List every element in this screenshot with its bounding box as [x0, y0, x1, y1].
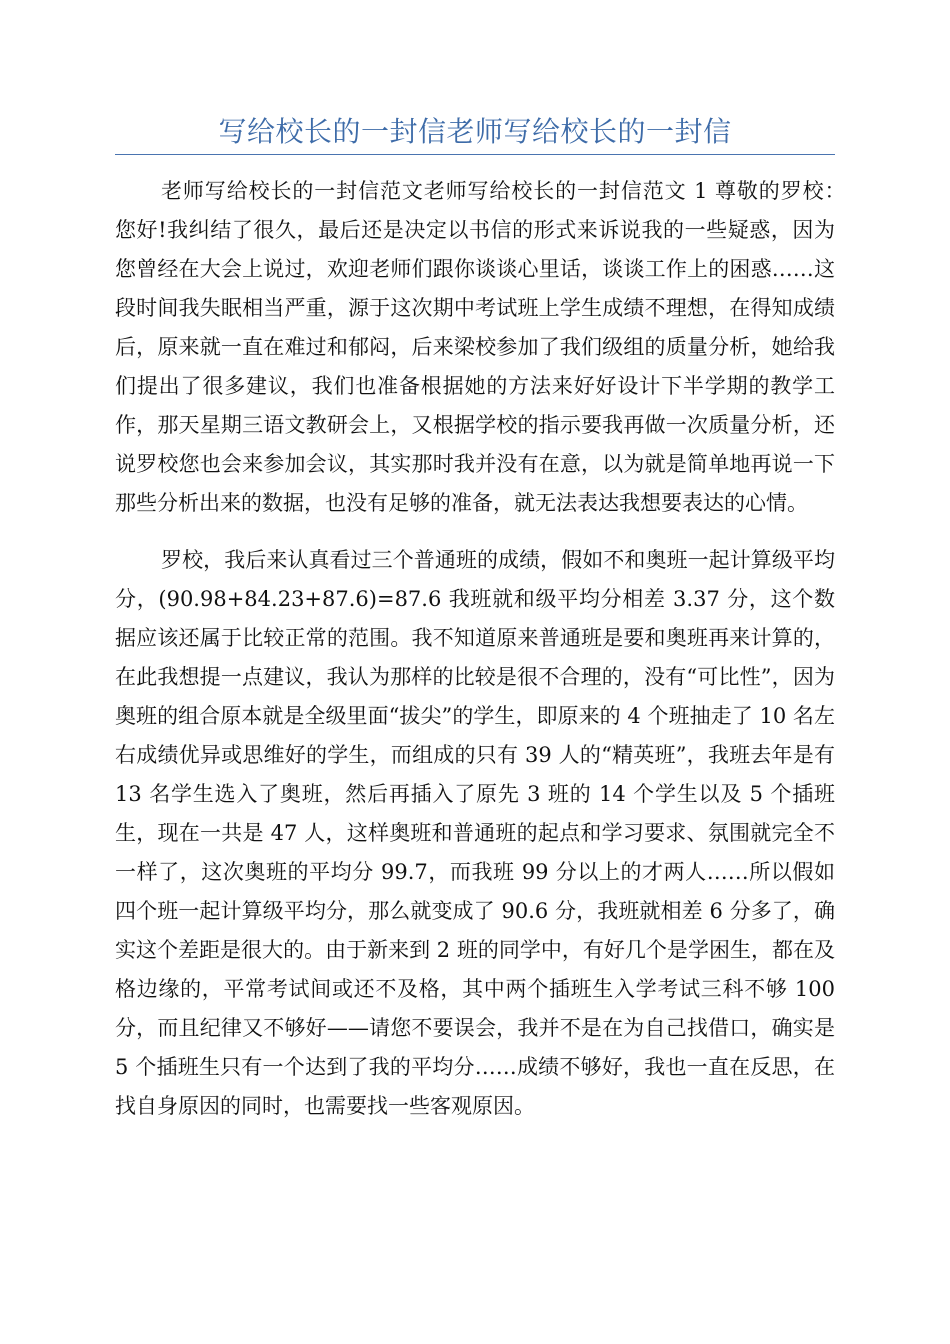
document-title: 写给校长的一封信老师写给校长的一封信	[218, 115, 732, 148]
paragraph-1: 老师写给校长的一封信范文老师写给校长的一封信范文 1 尊敬的罗校： 您好!我纠结了很久，最后还是决定以书信的形式来诉说我的一些疑惑，因为您曾经在大会上说过，欢迎老师们跟你谈谈心里话，谈谈工作上的困惑……这段时间我失眠相当严重，源于这次期中考试班上学生成绩不理想，在得知成绩后，原来就一直在难过和郁闷，后来梁校参加了我们级组的质量分析，她给我们提出了很多建议，我们也准备根据她的方法来好好设计下半学期的教学工作，那天星期三语文教研会上，又根据学校的指示要我再做一次质量分析，还说罗校您也会来参加会议，其实那时我并没有在意，以为就是简单地再说一下那些分析出来的数据，也没有足够的准备，就无法表达我想要表达的心情。	[115, 179, 856, 515]
document-body	[115, 172, 856, 1144]
title-underline	[115, 154, 835, 155]
paragraph-2: 罗校，我后来认真看过三个普通班的成绩，假如不和奥班一起计算级平均分，(90.98+84.23+87.6)=87.6 我班就和级平均分相差 3.37 分，这个数据应该还属于比较正常的范围。我不知道原来普通班是要和奥班再来计算的，在此我想提一点建议，我认为那样的比较是很不合理的，没有“可比性”，因为奥班的组合原本就是全级里面“拔尖”的学生，即原来的 4 个班抽走了 10 名左右成绩优异或思维好的学生，而组成的只有 39 人的“精英班”，我班去年是有 13 名学生选入了奥班，然后再插入了原先 3 班的 14 个学生以及 5 个插班生，现在一共是 47 人，这样奥班和普通班的起点和学习要求、氛围就完全不一样了，这次奥班的平均分 99.7，而我班 99 分以上的才两人……所以假如四个班一起计算级平均分，那么就变成了 90.6 分，我班就相差 6 分多了，确实这个差距是很大的。由于新来到 2 班的同学中，有好几个是学困生，都在及格边缘的，平常考试间或还不及格，其中两个插班生入学考试三科不够 100 分，而且纪律又不够好——请您不要误会，我并不是在为自己找借口，确实是 5 个插班生只有一个达到了我的平均分……成绩不够好，我也一直在反思，在找自身原因的同时，也需要找一些客观原因。	[115, 548, 835, 1118]
